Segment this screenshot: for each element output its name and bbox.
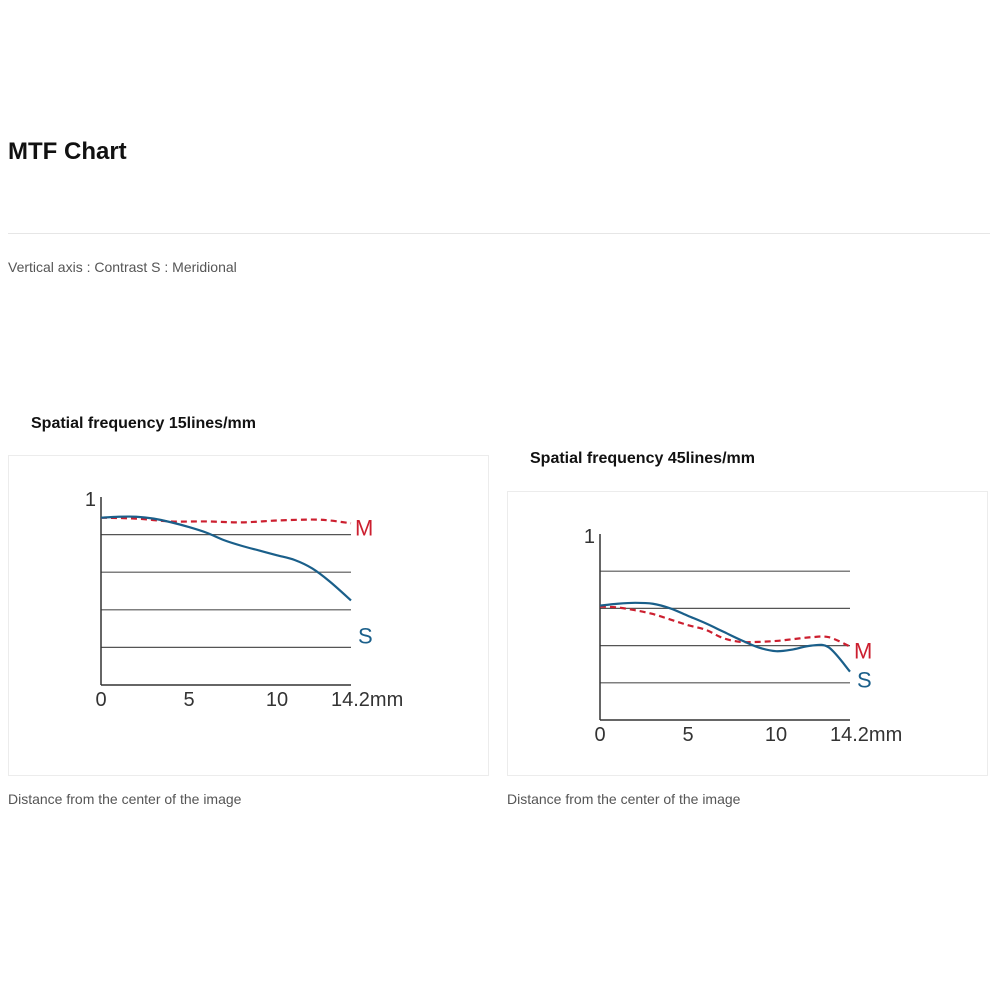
series-label-s: S (857, 667, 872, 693)
x-tick-label: 0 (594, 724, 606, 746)
chart-title-45: Spatial frequency 45lines/mm (530, 450, 755, 467)
x-tick-label: 10 (265, 689, 289, 711)
chart-caption-15: Distance from the center of the image (8, 791, 242, 807)
x-tick-label: 5 (682, 724, 694, 746)
series-label-m: M (355, 515, 374, 541)
series-line-s (101, 517, 351, 601)
divider (8, 233, 990, 234)
page-title: MTF Chart (8, 138, 127, 165)
mtf-chart-45 (508, 492, 989, 777)
x-tick-label: 14.2mm (830, 724, 903, 746)
series-line-m (600, 607, 850, 647)
y-tick-label: 1 (84, 489, 96, 511)
mtf-chart-15 (9, 456, 490, 777)
series-line-s (600, 603, 850, 672)
x-tick-label: 10 (764, 724, 788, 746)
chart-panel-15 (8, 455, 489, 776)
series-label-m: M (854, 638, 873, 664)
series-line-m (101, 518, 351, 524)
axis-note: Vertical axis : Contrast S : Meridional (8, 259, 237, 275)
chart-title-15: Spatial frequency 15lines/mm (31, 415, 256, 432)
chart-panel-45 (507, 491, 988, 776)
y-tick-label: 1 (583, 526, 595, 548)
x-tick-label: 5 (183, 689, 195, 711)
x-tick-label: 0 (95, 689, 107, 711)
x-tick-label: 14.2mm (331, 689, 404, 711)
series-label-s: S (358, 623, 373, 649)
chart-caption-45: Distance from the center of the image (507, 791, 741, 807)
